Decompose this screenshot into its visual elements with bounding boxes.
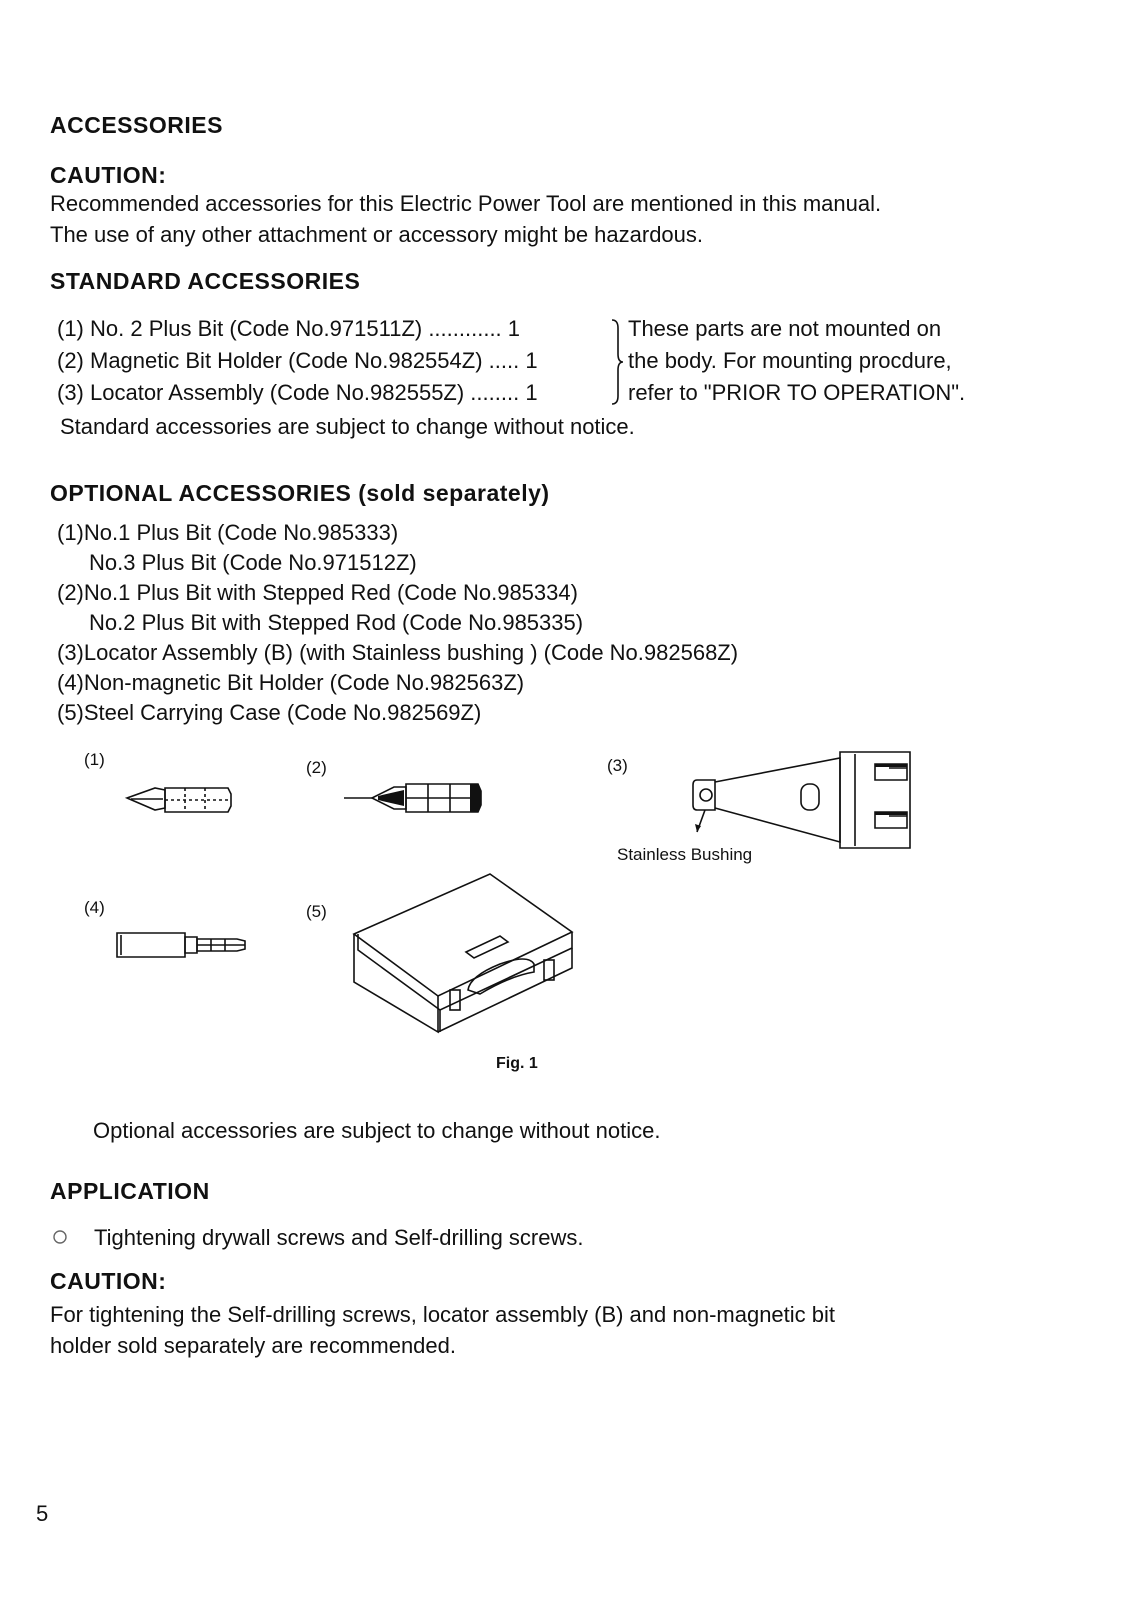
optional-line-4: No.2 Plus Bit with Stepped Rod (Code No.985335) <box>89 610 584 635</box>
standard-item-3: (3) Locator Assembly (Code No.982555Z) ........ 1 <box>57 380 538 405</box>
bit-holder-icon <box>115 925 255 965</box>
plus-bit-icon <box>125 780 235 820</box>
caution-heading: CAUTION: <box>50 162 167 188</box>
caution-line-2: The use of any other attachment or accessory might be hazardous. <box>50 222 704 247</box>
carrying-case-icon <box>350 872 580 1037</box>
application-caution-line-1: For tightening the Self-drilling screws, locator assembly (B) and non-magnetic bit <box>50 1302 836 1327</box>
figure-label-2: (2) <box>306 758 327 777</box>
figure-label-3: (3) <box>607 756 628 775</box>
figure-label-5: (5) <box>306 902 327 921</box>
page-number: 5 <box>36 1501 49 1526</box>
optional-accessories-heading: OPTIONAL ACCESSORIES (sold separately) <box>50 480 550 506</box>
bullet-circle-icon <box>52 1228 70 1246</box>
optional-line-7: (5)Steel Carrying Case (Code No.982569Z) <box>57 700 482 725</box>
accessories-heading: ACCESSORIES <box>50 112 223 138</box>
application-heading: APPLICATION <box>50 1178 210 1204</box>
optional-line-5: (3)Locator Assembly (B) (with Stainless bushing ) (Code No.982568Z) <box>57 640 739 665</box>
optional-line-1: (1)No.1 Plus Bit (Code No.985333) <box>57 520 399 545</box>
standard-note-1: These parts are not mounted on <box>628 316 942 341</box>
application-bullet: Tightening drywall screws and Self-drilling screws. <box>94 1225 584 1250</box>
stepped-bit-icon <box>342 778 487 820</box>
figure-caption: Fig. 1 <box>496 1055 538 1072</box>
stainless-bushing-label: Stainless Bushing <box>617 845 753 864</box>
standard-accessories-heading: STANDARD ACCESSORIES <box>50 268 361 294</box>
standard-note-3: refer to "PRIOR TO OPERATION". <box>628 380 966 405</box>
figure-label-1: (1) <box>84 750 105 769</box>
standard-item-2: (2) Magnetic Bit Holder (Code No.982554Z) ..... 1 <box>57 348 538 373</box>
figure-label-4: (4) <box>84 898 105 917</box>
optional-line-6: (4)Non-magnetic Bit Holder (Code No.982563Z) <box>57 670 525 695</box>
optional-line-3: (2)No.1 Plus Bit with Stepped Red (Code No.985334) <box>57 580 578 605</box>
optional-line-2: No.3 Plus Bit (Code No.971512Z) <box>89 550 417 575</box>
standard-note-2: the body. For mounting procdure, <box>628 348 952 373</box>
brace-icon <box>606 318 626 406</box>
caution-line-1: Recommended accessories for this Electric Power Tool are mentioned in this manual. <box>50 191 882 216</box>
application-caution-line-2: holder sold separately are recommended. <box>50 1333 457 1358</box>
standard-subject-note: Standard accessories are subject to change without notice. <box>60 414 635 439</box>
standard-item-1: (1) No. 2 Plus Bit (Code No.971511Z) ............ 1 <box>57 316 521 341</box>
application-caution-heading: CAUTION: <box>50 1268 167 1294</box>
optional-subject-note: Optional accessories are subject to change without notice. <box>93 1118 661 1143</box>
locator-assembly-icon <box>675 750 915 860</box>
